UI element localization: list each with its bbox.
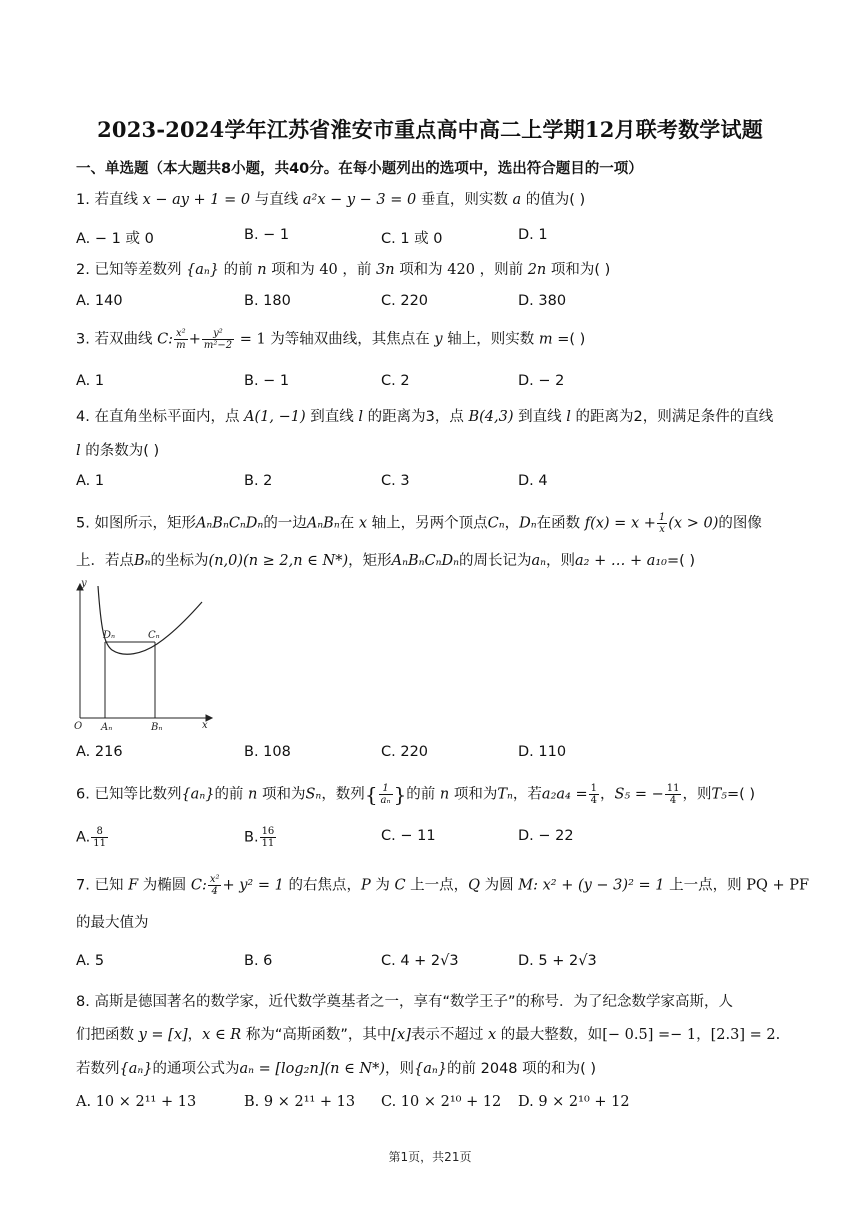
question-3: 3. 若双曲线 C: $\frac{\text{x²}}{m}$ + $\frac{\text{y²}}{\text{m²−2}}$ = 1 为等轴双曲线，其焦点在 y 轴上，则实数 m =( ) — [76, 328, 586, 351]
question-text: 与直线 — [254, 192, 299, 208]
math-expression: [x] — [391, 1027, 411, 1043]
question-4 — [76, 407, 788, 427]
option-a[interactable]: A. − 1 或 0 — [76, 231, 154, 247]
question-number: 6. — [76, 786, 90, 803]
question-text: 的图像 — [718, 515, 762, 532]
question-7-continued — [76, 911, 149, 932]
fraction: $\frac{\text{y²}}{\text{m²−2}}$ — [203, 328, 233, 351]
math-expression: T₅ — [711, 786, 727, 803]
question-text: ，则 — [546, 553, 576, 569]
question-text: 上．若点 — [76, 553, 134, 569]
option-b[interactable]: B. $\frac{16}{11}$ — [244, 826, 275, 849]
math-variable: a — [512, 192, 522, 208]
math-expression: AₙBₙCₙDₙ — [391, 553, 459, 569]
question-text: 上一点， — [410, 877, 469, 894]
question-text: 已知等差数列 — [94, 262, 182, 278]
math-expression: f(x) = x + — [584, 515, 656, 532]
question-5 — [76, 512, 788, 535]
math-expression: A(1, −1) — [244, 409, 306, 425]
option-a[interactable]: A. 1 — [76, 473, 105, 489]
math-expression: Sₙ — [305, 786, 322, 803]
right-brace: } — [393, 782, 407, 807]
fraction: $\frac{1}{4}$ — [590, 783, 597, 806]
question-text: 项和为 — [271, 262, 315, 278]
math-expression: (x > 0) — [668, 515, 719, 532]
option-b[interactable]: B. 9 × 2¹¹ + 13 — [244, 1094, 356, 1110]
question-text: 的值为( ) — [525, 192, 586, 208]
math-variable: n — [257, 262, 267, 278]
option-d[interactable]: D. 1 — [518, 227, 548, 243]
math-expression: C: — [190, 877, 207, 894]
question-text: 若直线 — [94, 192, 138, 208]
option-d[interactable]: D. 110 — [518, 744, 567, 760]
question-text: =( ) — [666, 553, 696, 569]
math-variable: y — [434, 331, 443, 348]
question-1 — [76, 190, 788, 210]
math-expression: Cₙ — [487, 515, 505, 532]
question-text: 高斯是德国著名的数学家，近代数学奠基者之一，享有“数学王子”的称号．为了纪念数学家高斯，人 — [94, 994, 733, 1010]
question-text: 在直角坐标平面内，点 — [94, 409, 240, 425]
math-number: 40 — [319, 262, 338, 278]
question-text: 为 — [375, 877, 390, 894]
question-text: 为等轴双曲线，其焦点在 — [270, 331, 430, 348]
math-variable: x — [487, 1027, 497, 1043]
question-text: ， — [504, 515, 520, 532]
question-6 — [76, 783, 788, 806]
fraction: $\frac{16}{11}$ — [261, 826, 275, 849]
option-c[interactable]: C. 220 — [381, 744, 429, 760]
question-number: 2. — [76, 262, 90, 278]
question-text: ， — [599, 786, 615, 803]
question-text: 若双曲线 — [94, 331, 153, 348]
math-expression: Bₙ — [134, 553, 151, 569]
question-text: 为圆 — [484, 877, 514, 894]
y-axis-label: y — [81, 578, 87, 589]
question-text: ，若 — [512, 786, 542, 803]
question-7 — [76, 874, 810, 897]
question-text: 在函数 — [536, 515, 581, 532]
math-expression: + y² = 1 — [222, 877, 284, 894]
option-c[interactable]: C. 1 或 0 — [381, 231, 443, 247]
question-text: 的距离为3，点 — [367, 409, 464, 425]
fraction: $\frac{1}{\text{aₙ}}$ — [380, 783, 391, 806]
question-text: 到直线 — [518, 409, 562, 425]
math-expression: [− 0.5] =− 1 — [602, 1027, 697, 1043]
question-text: ，前 — [342, 262, 372, 278]
option-a[interactable]: A. 10 × 2¹¹ + 13 — [76, 1094, 197, 1110]
math-expression: Dₙ — [519, 515, 537, 532]
left-brace: { — [364, 782, 378, 807]
math-expression: y = [x] — [138, 1027, 188, 1043]
option-c[interactable]: C. 3 — [381, 473, 410, 489]
math-expression: aₙ = [log₂n](n ∈ N*) — [239, 1061, 386, 1077]
math-expression: aₙ — [531, 553, 547, 569]
math-expression: {aₙ} — [186, 262, 220, 278]
math-variable: n — [439, 786, 450, 803]
math-expression: AₙBₙCₙDₙ — [195, 515, 264, 532]
question-text: 项和为 — [399, 262, 443, 278]
math-expression: C: — [157, 331, 174, 348]
math-variable: F — [128, 877, 139, 894]
point-bn-label: Bₙ — [151, 722, 163, 733]
option-d[interactable]: D. − 2 — [518, 373, 565, 389]
question-text: =( ) — [726, 786, 756, 803]
question-text: 轴上，则实数 — [447, 331, 535, 348]
x-axis-label: x — [202, 720, 208, 731]
math-variable: C — [394, 877, 406, 894]
question-text: 项和为( ) — [550, 262, 611, 278]
question-number: 7. — [76, 877, 90, 894]
question-number: 8. — [76, 994, 90, 1010]
option-b[interactable]: B. − 1 — [244, 373, 290, 389]
question-text: 的距离为2，则满足条件的直线 — [575, 409, 774, 425]
math-expression: {aₙ} — [414, 1061, 448, 1077]
question-text: 的条数为( ) — [85, 443, 160, 459]
question-text: 垂直，则实数 — [420, 192, 508, 208]
option-a[interactable]: A. 140 — [76, 293, 123, 309]
math-variable: P — [360, 877, 371, 894]
math-expression: B(4,3) — [468, 409, 514, 425]
question-text: 在 — [339, 515, 355, 532]
question-text: 的通项公式为 — [152, 1061, 240, 1077]
function-graph-figure — [72, 574, 222, 734]
option-b[interactable]: B. 6 — [244, 953, 273, 969]
question-text: 的右焦点， — [288, 877, 361, 894]
question-text: 上一点，则 — [669, 877, 742, 894]
fraction: $\frac{\text{x²}}{m}$ — [176, 328, 186, 351]
question-number: 4. — [76, 409, 90, 425]
question-5-continued — [76, 549, 695, 570]
math-expression: = 1 — [239, 331, 266, 348]
question-text: 的最大值为 — [76, 915, 149, 931]
question-text: 的前 2048 项的和为( ) — [447, 1061, 597, 1077]
point-cn-label: Cₙ — [148, 630, 160, 641]
point-an-label: Aₙ — [101, 722, 113, 733]
fraction: $\frac{8}{11}$ — [93, 826, 107, 849]
math-expression: x − ay + 1 = 0 — [142, 192, 251, 208]
math-variable: n — [248, 786, 258, 803]
question-number: 3. — [76, 331, 90, 348]
question-text: ，则前 — [479, 262, 524, 278]
question-text: 称为“高斯函数”，其中 — [245, 1027, 392, 1043]
option-d[interactable]: D. 380 — [518, 293, 567, 309]
question-text: ，则 — [682, 786, 712, 803]
question-text: ，矩形 — [348, 553, 392, 569]
question-text: 项和为 — [453, 786, 498, 803]
math-variable: m — [538, 331, 553, 348]
point-dn-label: Dₙ — [103, 630, 116, 641]
math-expression: (n,0)(n ≥ 2,n ∈ N*) — [208, 553, 349, 569]
question-text: 轴上，另两个顶点 — [371, 515, 488, 532]
question-text: 项和为 — [262, 786, 306, 803]
option-d[interactable]: D. − 22 — [518, 828, 574, 844]
page-title: 2023-2024学年江苏省淮安市重点高中高二上学期12月联考数学试题 — [97, 117, 763, 142]
fraction: $\frac{\text{x²}}{4}$ — [209, 874, 220, 897]
question-text: 的周长记为 — [458, 553, 532, 569]
question-text: 的前 — [223, 262, 253, 278]
option-c[interactable]: C. 2 — [381, 373, 410, 389]
option-a[interactable]: A. 1 — [76, 373, 105, 389]
math-variable: x — [358, 515, 367, 532]
option-b[interactable]: B. 180 — [244, 293, 291, 309]
math-expression: a²x − y − 3 = 0 — [302, 192, 417, 208]
question-2 — [76, 260, 788, 280]
question-4-continued — [76, 439, 159, 460]
math-expression: {aₙ} — [181, 786, 215, 803]
math-expression: PQ + PF — [746, 877, 810, 894]
question-text: 到直线 — [310, 409, 354, 425]
option-d[interactable]: D. 4 — [518, 473, 548, 489]
fraction: $\frac{1}{x}$ — [658, 512, 666, 535]
math-variable: l — [76, 443, 81, 459]
function-curve — [98, 586, 202, 654]
math-expression: x ∈ R — [202, 1027, 242, 1043]
option-d[interactable]: D. 9 × 2¹⁰ + 12 — [518, 1094, 630, 1110]
option-c[interactable]: C. 4 + 2√3 — [381, 953, 459, 969]
option-b[interactable]: B. − 1 — [244, 227, 290, 243]
question-text: ， — [187, 1027, 203, 1043]
question-text: 若数列 — [76, 1061, 120, 1077]
math-expression: 3n — [376, 262, 395, 278]
math-variable: Q — [468, 877, 481, 894]
math-expression: Tₙ — [497, 786, 513, 803]
math-number: 420 — [447, 262, 475, 278]
question-text: 如图所示，矩形 — [94, 515, 196, 532]
math-expression: a₂a₄ = — [541, 786, 588, 803]
math-expression: a₂ + … + a₁₀ — [575, 553, 667, 569]
fraction: $\frac{11}{4}$ — [666, 783, 680, 806]
question-text: 的一边 — [263, 515, 307, 532]
option-c[interactable]: C. − 11 — [381, 828, 436, 844]
math-expression: S₅ = − — [614, 786, 664, 803]
question-text: ，则 — [385, 1061, 415, 1077]
page-footer: 第1页，共21页 — [388, 1150, 472, 1164]
question-text: 的前 — [406, 786, 436, 803]
math-expression: [2.3] = 2. — [710, 1027, 781, 1043]
option-b[interactable]: B. 108 — [244, 744, 291, 760]
question-number: 1. — [76, 192, 90, 208]
question-text: 的最大整数，如 — [500, 1027, 603, 1043]
question-text: 表示不超过 — [410, 1027, 484, 1043]
math-variable: l — [566, 409, 571, 425]
question-8 — [76, 992, 788, 1012]
option-d[interactable]: D. 5 + 2√3 — [518, 953, 597, 969]
question-text: ， — [696, 1027, 711, 1043]
math-expression: 2n — [527, 262, 547, 278]
math-expression: {aₙ} — [119, 1061, 153, 1077]
question-text: ，数列 — [321, 786, 365, 803]
question-number: 5. — [76, 515, 90, 532]
option-a[interactable]: A. 5 — [76, 953, 105, 969]
question-text: 的坐标为 — [150, 553, 209, 569]
question-text: 们把函数 — [76, 1027, 134, 1043]
math-expression: AₙBₙ — [306, 515, 340, 532]
question-text: 已知等比数列 — [94, 786, 182, 803]
option-b[interactable]: B. 2 — [244, 473, 273, 489]
option-c[interactable]: C. 10 × 2¹⁰ + 12 — [381, 1094, 502, 1110]
option-c[interactable]: C. 220 — [381, 293, 429, 309]
question-text: =( ) — [557, 331, 586, 348]
math-expression: M: x² + (y − 3)² = 1 — [518, 877, 665, 894]
origin-label: O — [74, 721, 83, 732]
option-a[interactable]: A. $\frac{8}{11}$ — [76, 826, 107, 849]
section-heading: 一、单选题（本大题共8小题，共40分。在每小题列出的选项中，选出符合题目的一项） — [76, 161, 643, 177]
math-variable: l — [358, 409, 364, 425]
question-text: 的前 — [214, 786, 244, 803]
option-a[interactable]: A. 216 — [76, 744, 123, 760]
question-text: 已知 — [94, 877, 124, 894]
question-8-continued — [76, 1023, 780, 1044]
question-8-continued-2 — [76, 1057, 596, 1078]
question-text: 为椭圆 — [142, 877, 187, 894]
